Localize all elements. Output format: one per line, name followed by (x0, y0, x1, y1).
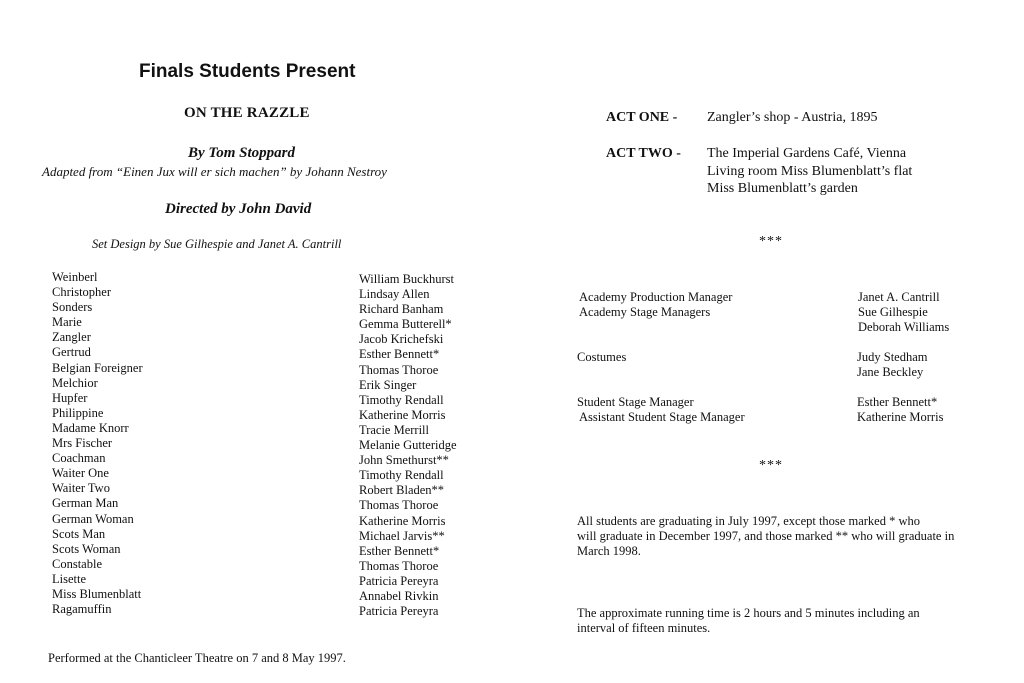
note-line: The approximate running time is 2 hours and 5 minutes including an (577, 606, 920, 620)
cast-role: Weinberl (52, 270, 98, 284)
set-design-credit: Set Design by Sue Gilhespie and Janet A. Cantrill (92, 237, 342, 251)
cast-actor: Thomas Thoroe (359, 362, 439, 377)
cast-role: Waiter Two (52, 481, 110, 496)
crew-name: Judy Stedham (857, 350, 928, 364)
cast-actors-column (359, 272, 457, 619)
section-separator: *** (759, 458, 783, 473)
cast-actor: Erik Singer (359, 377, 417, 392)
cast-role: Scots Woman (52, 541, 121, 556)
cast-actor: Michael Jarvis** (359, 528, 445, 543)
crew-role: Academy Production Manager (579, 290, 733, 304)
cast-actor: Gemma Butterell* (359, 317, 452, 332)
cast-actor: Timothy Rendall (359, 468, 444, 483)
running-time-note (577, 606, 920, 636)
performance-note: Performed at the Chanticleer Theatre on 7 and 8 May 1997. (48, 651, 346, 665)
act-two-setting: Miss Blumenblatt’s garden (707, 181, 858, 196)
cast-role: Melchior (52, 375, 98, 390)
cast-actor: John Smethurst** (359, 453, 449, 468)
act-two-setting: The Imperial Gardens Café, Vienna (707, 146, 907, 161)
cast-role: Waiter One (52, 466, 109, 481)
cast-actor: Tracie Merrill (359, 422, 430, 437)
act-two-setting: Living room Miss Blumenblatt’s flat (707, 163, 913, 179)
crew-role: Academy Stage Managers (579, 305, 711, 319)
note-line: All students are graduating in July 1997, except those marked * who (577, 514, 920, 528)
cast-role: Ragamuffin (52, 602, 112, 617)
section-separator: *** (759, 234, 783, 249)
cast-role: Scots Man (52, 526, 106, 541)
cast-actor: Esther Bennett* (359, 543, 440, 558)
cast-actor: Patricia Pereyra (359, 604, 439, 619)
cast-actor: Melanie Gutteridge (359, 438, 457, 453)
cast-role: Lisette (52, 571, 87, 586)
act-two-settings (707, 145, 912, 198)
cast-role: Mrs Fischer (52, 436, 113, 451)
cast-actor: Esther Bennett* (359, 347, 440, 362)
presenter-heading: Finals Students Present (139, 61, 356, 82)
cast-role: Christopher (52, 285, 112, 300)
note-line: interval of fifteen minutes. (577, 621, 711, 635)
note-line: March 1998. (577, 544, 641, 558)
crew-name: Sue Gilhespie (858, 305, 928, 319)
author-credit: By Tom Stoppard (188, 145, 295, 161)
act-one-label: ACT ONE - (606, 110, 678, 125)
cast-role: German Woman (52, 511, 134, 526)
cast-actor: Katherine Morris (359, 407, 446, 422)
graduation-note (577, 514, 954, 559)
cast-actor: Lindsay Allen (359, 287, 430, 302)
crew-name: Esther Bennett* (857, 395, 938, 409)
crew-name: Janet A. Cantrill (858, 290, 940, 304)
play-title: ON THE RAZZLE (184, 105, 310, 121)
cast-actor: Timothy Rendall (359, 392, 444, 407)
crew-role: Student Stage Manager (577, 395, 694, 409)
cast-role: Belgian Foreigner (52, 360, 143, 375)
cast-role: Gertrud (52, 345, 91, 360)
cast-role: Coachman (52, 451, 106, 466)
adaptation-credit: Adapted from “Einen Jux will er sich machen” by Johann Nestroy (42, 164, 387, 179)
cast-role: Hupfer (52, 390, 88, 405)
cast-role: Constable (52, 556, 102, 571)
crew-name: Katherine Morris (857, 410, 944, 424)
act-two-label: ACT TWO - (606, 146, 681, 161)
crew-names (858, 305, 949, 335)
act-one-setting: Zangler’s shop - Austria, 1895 (707, 110, 878, 125)
crew-name: Jane Beckley (857, 365, 924, 379)
cast-role: Sonders (52, 300, 93, 315)
note-line: will graduate in December 1997, and those marked ** who will graduate in (577, 529, 955, 543)
cast-actor: Jacob Krichefski (359, 332, 444, 347)
cast-role: Miss Blumenblatt (52, 586, 142, 601)
director-credit: Directed by John David (165, 201, 312, 217)
cast-role: Marie (52, 315, 82, 330)
cast-role: German Man (52, 496, 119, 511)
crew-names (857, 350, 927, 380)
cast-role: Zangler (52, 330, 91, 345)
cast-actor: Annabel Rivkin (359, 588, 439, 603)
cast-actor: Richard Banham (359, 302, 444, 317)
cast-role: Madame Knorr (52, 420, 129, 435)
cast-actor: Thomas Thoroe (359, 498, 439, 513)
cast-role: Philippine (52, 405, 104, 420)
cast-roles-column (52, 270, 143, 617)
crew-role: Assistant Student Stage Manager (579, 410, 745, 424)
cast-actor: Robert Bladen** (359, 483, 445, 498)
cast-actor: William Buckhurst (359, 272, 454, 286)
cast-actor: Thomas Thoroe (359, 558, 439, 573)
crew-name: Deborah Williams (858, 320, 950, 334)
cast-actor: Katherine Morris (359, 513, 446, 528)
crew-role: Costumes (577, 350, 627, 364)
cast-actor: Patricia Pereyra (359, 573, 439, 588)
